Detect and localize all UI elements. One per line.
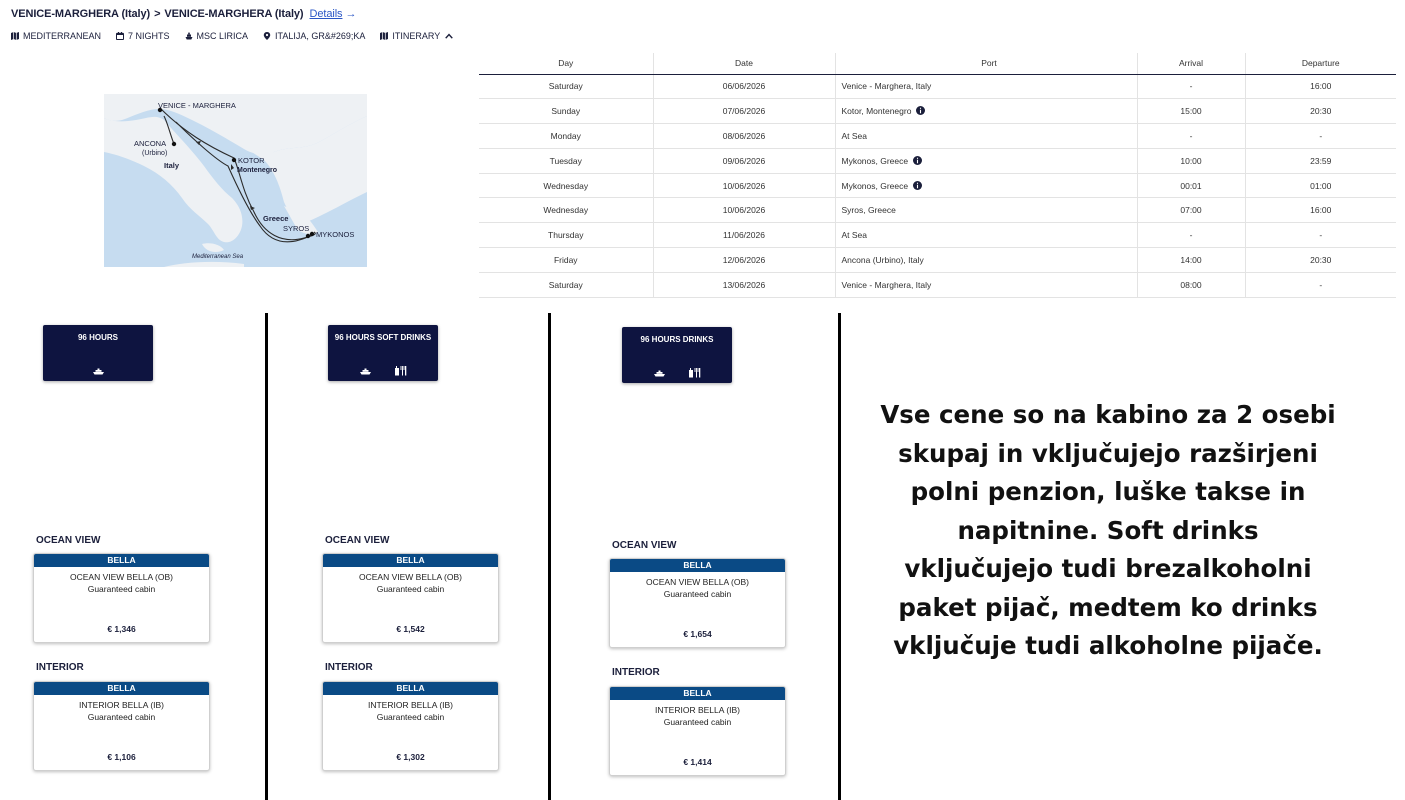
- day-cell-text: Tuesday: [549, 155, 582, 166]
- day-cell: [479, 74, 653, 99]
- departure-cell-text: 01:00: [1310, 180, 1332, 191]
- table-row: [479, 198, 1396, 223]
- table-header-row: [479, 53, 1396, 74]
- departure-cell-text: 16:00: [1310, 81, 1332, 92]
- package-icons: [622, 367, 732, 378]
- chevron-up-icon: [445, 32, 453, 40]
- package-name: 96 HOURS SOFT DRINKS: [334, 333, 432, 342]
- port-cell-text: Kotor, Montenegro: [841, 106, 912, 117]
- arrival-cell: [1137, 74, 1245, 99]
- port-cell: [835, 99, 1137, 124]
- arrival-cell: [1137, 223, 1245, 248]
- date-cell-text: 09/06/2026: [722, 155, 766, 166]
- departure-cell-text: -: [1319, 130, 1323, 141]
- date-cell: [653, 99, 835, 124]
- arrow-right-icon: →: [345, 8, 357, 20]
- cabin-price: € 1,654: [683, 629, 712, 639]
- arrival-cell: [1137, 248, 1245, 273]
- meta-ports: [263, 31, 365, 41]
- departure-cell-text: -: [1319, 279, 1323, 290]
- package-card-96-hours-soft-drinks[interactable]: [328, 325, 438, 381]
- day-cell: [479, 223, 653, 248]
- arrival-cell-text: -: [1189, 81, 1193, 92]
- table-row: [479, 248, 1396, 273]
- port-cell: [835, 198, 1137, 223]
- map-label-ancona: ANCONA: [134, 139, 167, 148]
- column-divider: [838, 313, 841, 800]
- arrival-cell: [1137, 99, 1245, 124]
- destination-port: VENICE-MARGHERA (Italy): [164, 8, 304, 20]
- cabin-band: BELLA: [610, 559, 785, 572]
- category-label-interior: INTERIOR: [325, 662, 373, 673]
- departure-cell: [1245, 124, 1396, 149]
- port-cell-text: Venice - Marghera, Italy: [841, 279, 932, 290]
- date-cell-text: 10/06/2026: [722, 180, 766, 191]
- port-cell-text: Ancona (Urbino), Italy: [841, 254, 924, 265]
- map-icon: [11, 32, 19, 40]
- arrival-cell: [1137, 173, 1245, 198]
- day-cell: [479, 124, 653, 149]
- itinerary-toggle[interactable]: [380, 31, 457, 41]
- meta-nights: [116, 31, 170, 41]
- cabin-guarantee: Guaranteed cabin: [663, 717, 732, 727]
- day-cell: [479, 99, 653, 124]
- port-dot-ancona: [172, 142, 176, 146]
- port-dot-syros: [306, 234, 310, 238]
- date-cell-text: 13/06/2026: [722, 279, 766, 290]
- map-label-italy: Italy: [164, 161, 180, 170]
- meta-region: [11, 31, 101, 41]
- location-pin-icon: [263, 32, 271, 40]
- day-cell-text: Saturday: [548, 279, 583, 290]
- map-icon: [380, 32, 388, 40]
- departure-cell: [1245, 248, 1396, 273]
- meta-ship: [185, 31, 249, 41]
- table-row: [479, 223, 1396, 248]
- map-label-urbino: (Urbino): [142, 150, 168, 157]
- column-divider: [265, 313, 268, 800]
- itinerary-table: [479, 53, 1396, 298]
- departure-cell-text: 16:00: [1310, 205, 1332, 216]
- date-cell: [653, 148, 835, 173]
- date-cell-text: 11/06/2026: [723, 230, 765, 241]
- date-cell-text: 08/06/2026: [722, 130, 766, 141]
- category-label-ocean-view: OCEAN VIEW: [612, 540, 677, 551]
- day-cell: [479, 248, 653, 273]
- route-separator: >: [154, 8, 161, 20]
- col-header-port: Port: [835, 53, 1137, 74]
- col-header-day: Day: [479, 53, 653, 74]
- cabin-price: € 1,414: [683, 757, 712, 767]
- info-icon[interactable]: [913, 181, 922, 190]
- map-label-kotor: KOTOR: [238, 156, 265, 165]
- nights-label: 7 NIGHTS: [128, 31, 170, 41]
- cabin-price: € 1,346: [107, 624, 136, 634]
- ship-icon: [92, 365, 105, 376]
- column-divider: [548, 313, 551, 800]
- departure-cell-text: 23:59: [1310, 155, 1332, 166]
- cabin-name: OCEAN VIEW BELLA (OB): [70, 572, 173, 582]
- arrival-cell-text: 14:00: [1180, 254, 1202, 265]
- cabin-name: OCEAN VIEW BELLA (OB): [646, 577, 749, 587]
- date-cell: [653, 74, 835, 99]
- departure-cell: [1245, 223, 1396, 248]
- itinerary-label: ITINERARY: [392, 31, 441, 41]
- route-title: [11, 8, 356, 20]
- cabin-band: BELLA: [323, 682, 498, 695]
- port-cell: [835, 272, 1137, 297]
- cabin-guarantee: Guaranteed cabin: [376, 584, 445, 594]
- arrival-cell: [1137, 148, 1245, 173]
- cabin-band: BELLA: [610, 687, 785, 700]
- details-link[interactable]: Details: [309, 8, 343, 20]
- date-cell-text: 06/06/2026: [722, 81, 766, 92]
- cabin-band: BELLA: [323, 554, 498, 567]
- cabin-guarantee: Guaranteed cabin: [376, 712, 445, 722]
- arrival-cell-text: -: [1189, 130, 1193, 141]
- col-header-date: Date: [653, 53, 835, 74]
- region-label: MEDITERRANEAN: [23, 31, 102, 41]
- departure-cell: [1245, 198, 1396, 223]
- port-cell: [835, 148, 1137, 173]
- map-label-greece: Greece: [263, 214, 289, 223]
- date-cell: [653, 272, 835, 297]
- day-cell: [479, 173, 653, 198]
- drinks-icon: [394, 365, 407, 376]
- day-cell-text: Saturday: [548, 81, 583, 92]
- day-cell-text: Thursday: [548, 230, 584, 241]
- pricing-note: Vse cene so na kabino za 2 osebi skupaj in vključujejo razširjeni polni penzion, luške takse in napitnine. Soft drinks vključujejo tudi brezalkoholni paket pijač, medtem ko drinks vključuje tudi alkoholne pijače.: [880, 400, 1336, 660]
- departure-cell-text: 20:30: [1310, 254, 1332, 265]
- cabin-name: INTERIOR BELLA (IB): [654, 705, 741, 715]
- col-header-arrival: Arrival: [1137, 53, 1245, 74]
- arrival-cell: [1137, 198, 1245, 223]
- date-cell: [653, 173, 835, 198]
- cabin-price: € 1,106: [107, 752, 136, 762]
- date-cell: [653, 223, 835, 248]
- arrival-cell-text: 10:00: [1180, 155, 1202, 166]
- table-row: [479, 272, 1396, 297]
- map-label-montenegro: Montenegro: [237, 167, 278, 174]
- cabin-card-ocean-view[interactable]: [609, 558, 786, 648]
- cabin-guarantee: Guaranteed cabin: [87, 584, 156, 594]
- port-dot-kotor: [232, 158, 236, 162]
- map-label-sea: Mediterranean Sea: [192, 254, 244, 260]
- ports-label: ITALIJA, GR&#269;KA: [275, 31, 366, 41]
- day-cell-text: Friday: [553, 254, 578, 265]
- day-cell: [479, 148, 653, 173]
- date-cell: [653, 124, 835, 149]
- arrival-cell-text: 07:00: [1180, 205, 1202, 216]
- category-label-interior: INTERIOR: [36, 662, 84, 673]
- arrival-cell-text: 15:00: [1180, 106, 1202, 117]
- drinks-icon: [688, 367, 701, 378]
- package-name: 96 HOURS DRINKS: [640, 335, 714, 344]
- port-cell-text: At Sea: [841, 230, 868, 241]
- departure-cell: [1245, 99, 1396, 124]
- table-row: [479, 173, 1396, 198]
- cabin-guarantee: Guaranteed cabin: [87, 712, 156, 722]
- cabin-name: INTERIOR BELLA (IB): [367, 700, 454, 710]
- package-name: 96 HOURS: [77, 333, 118, 342]
- ship-icon: [185, 32, 193, 40]
- date-cell-text: 10/06/2026: [722, 205, 766, 216]
- day-cell-text: Wednesday: [543, 180, 589, 191]
- table-row: [479, 148, 1396, 173]
- cabin-card-ocean-view[interactable]: [322, 553, 499, 643]
- package-card-96-hours[interactable]: [43, 325, 153, 381]
- departure-cell: [1245, 148, 1396, 173]
- cabin-card-interior[interactable]: [322, 681, 499, 771]
- cabin-name: OCEAN VIEW BELLA (OB): [359, 572, 462, 582]
- itinerary-map: [104, 94, 367, 267]
- port-cell-text: At Sea: [841, 130, 868, 141]
- ship-label: MSC LIRICA: [196, 31, 249, 41]
- port-cell-text: Mykonos, Greece: [841, 155, 909, 166]
- port-cell: [835, 248, 1137, 273]
- port-cell: [835, 223, 1137, 248]
- package-icons: [43, 365, 153, 376]
- port-cell-text: Venice - Marghera, Italy: [841, 81, 932, 92]
- info-icon[interactable]: [913, 156, 922, 165]
- map-label-venice: VENICE - MARGHERA: [158, 101, 236, 110]
- departure-cell-text: 20:30: [1310, 106, 1332, 117]
- origin-port: VENICE-MARGHERA (Italy): [11, 8, 151, 20]
- table-row: [479, 99, 1396, 124]
- table-row: [479, 74, 1396, 99]
- date-cell-text: 12/06/2026: [722, 254, 766, 265]
- arrival-cell-text: 08:00: [1180, 279, 1202, 290]
- map-label-syros: SYROS: [283, 224, 310, 233]
- package-card-96-hours-drinks[interactable]: [622, 327, 732, 383]
- port-dot-mykonos: [310, 232, 314, 236]
- port-cell: [835, 124, 1137, 149]
- cabin-band: BELLA: [34, 682, 209, 695]
- category-label-ocean-view: OCEAN VIEW: [36, 535, 101, 546]
- day-cell-text: Sunday: [551, 106, 581, 117]
- calendar-icon: [116, 32, 124, 40]
- cabin-name: INTERIOR BELLA (IB): [78, 700, 165, 710]
- port-cell-text: Mykonos, Greece: [841, 180, 909, 191]
- arrival-cell-text: 00:01: [1180, 180, 1202, 191]
- departure-cell-text: -: [1319, 230, 1323, 241]
- package-icons: [328, 365, 438, 376]
- port-cell: [835, 74, 1137, 99]
- ship-icon: [359, 365, 372, 376]
- date-cell: [653, 198, 835, 223]
- date-cell: [653, 248, 835, 273]
- date-cell-text: 07/06/2026: [722, 106, 766, 117]
- cruise-meta-bar: [11, 31, 472, 41]
- arrival-cell: [1137, 124, 1245, 149]
- departure-cell: [1245, 74, 1396, 99]
- port-cell: [835, 173, 1137, 198]
- table-row: [479, 124, 1396, 149]
- day-cell: [479, 272, 653, 297]
- category-label-ocean-view: OCEAN VIEW: [325, 535, 390, 546]
- arrival-cell-text: -: [1189, 230, 1193, 241]
- info-icon[interactable]: [916, 106, 925, 115]
- day-cell-text: Wednesday: [543, 205, 589, 216]
- map-label-mykonos: MYKONOS: [316, 230, 355, 239]
- cabin-price: € 1,302: [396, 752, 425, 762]
- day-cell: [479, 198, 653, 223]
- day-cell-text: Monday: [550, 130, 581, 141]
- port-cell-text: Syros, Greece: [841, 205, 896, 216]
- ship-icon: [653, 367, 666, 378]
- departure-cell: [1245, 173, 1396, 198]
- col-header-departure: Departure: [1245, 53, 1396, 74]
- arrival-cell: [1137, 272, 1245, 297]
- departure-cell: [1245, 272, 1396, 297]
- cabin-band: BELLA: [34, 554, 209, 567]
- cabin-guarantee: Guaranteed cabin: [663, 589, 732, 599]
- cabin-card-interior[interactable]: [33, 681, 210, 771]
- cabin-card-ocean-view[interactable]: [33, 553, 210, 643]
- cabin-card-interior[interactable]: [609, 686, 786, 776]
- category-label-interior: INTERIOR: [612, 667, 660, 678]
- cabin-price: € 1,542: [396, 624, 425, 634]
